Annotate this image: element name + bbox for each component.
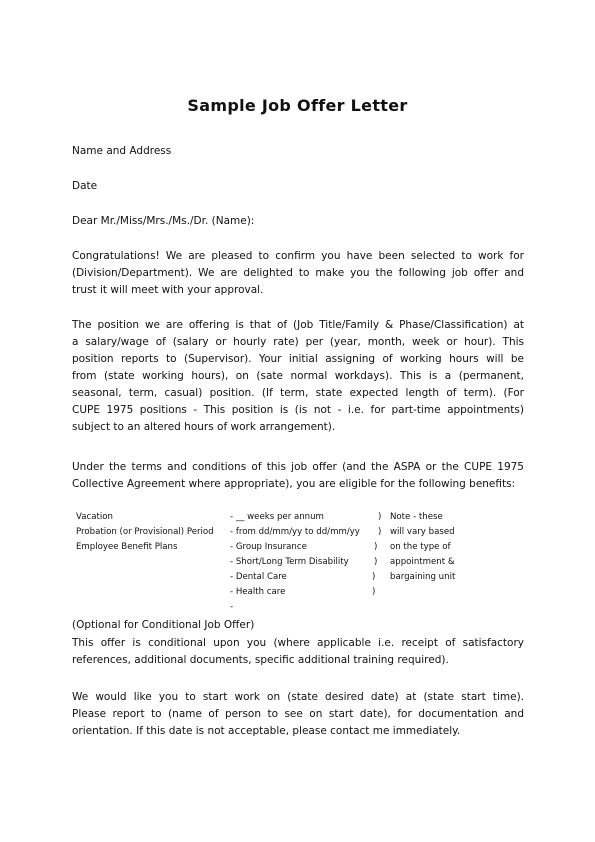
paragraph-line: Under the terms and conditions of this job offer (and the ASPA or the CUPE 1975: [72, 461, 524, 473]
paragraph-line: references, additional documents, specific additional training required).: [72, 654, 449, 666]
benefit-note: will vary based: [390, 527, 455, 537]
paragraph-line: from (state working hours), on (sate normal workdays). This is a (permanent,: [72, 370, 524, 382]
date-line: Date: [72, 180, 98, 192]
paragraph-position: [72, 317, 524, 436]
paragraph-line: trust it will meet with your approval.: [72, 284, 264, 296]
benefit-item: - Health care: [230, 587, 286, 597]
benefit-paren: ): [378, 527, 382, 537]
benefit-item: - Group Insurance: [230, 542, 307, 552]
paragraph-line: We would like you to start work on (state desired date) at (state start time).: [72, 691, 524, 703]
paragraph-conditional: [72, 635, 524, 669]
paragraph-line: Please report to (name of person to see on start date), for documentation and: [72, 708, 524, 720]
benefit-note: bargaining unit: [390, 572, 456, 582]
benefit-item: - from dd/mm/yy to dd/mm/yy: [230, 527, 360, 537]
benefit-paren: ): [372, 587, 376, 597]
document-title: Sample Job Offer Letter: [187, 96, 408, 115]
paragraph-line: orientation. If this date is not acceptable, please contact me immediately.: [72, 725, 461, 737]
paragraph-line: Collective Agreement where appropriate), you are eligible for the following benefits:: [72, 478, 516, 490]
paragraph-congratulations: [72, 248, 524, 299]
benefit-label: Vacation: [76, 512, 113, 522]
benefit-paren: ): [374, 542, 378, 552]
benefit-paren: ): [378, 512, 382, 522]
benefit-item: - __ weeks per annum: [230, 512, 324, 522]
salutation: Dear Mr./Miss/Mrs./Ms./Dr. (Name):: [72, 215, 255, 227]
paragraph-start-work: [72, 689, 524, 740]
benefit-note: appointment &: [390, 557, 455, 567]
benefit-item: - Short/Long Term Disability: [230, 557, 349, 567]
paragraph-line: This offer is conditional upon you (where applicable i.e. receipt of satisfactory: [72, 637, 524, 649]
benefit-note: Note - these: [390, 512, 443, 522]
paragraph-line: a salary/wage of (salary or hourly rate) per (year, month, week or hour). This: [72, 336, 524, 348]
paragraph-line: (Division/Department). We are delighted to make you the following job offer and: [72, 267, 524, 279]
paragraph-line: CUPE 1975 positions - This position is (is not - i.e. for part-time appointments): [72, 404, 524, 416]
paragraph-line: The position we are offering is that of (Job Title/Family & Phase/Classification) at: [72, 319, 524, 331]
paragraph-line: position reports to (Supervisor). Your initial assigning of working hours will be: [72, 353, 524, 365]
paragraph-benefits-intro: [72, 459, 524, 493]
benefit-paren: ): [374, 557, 378, 567]
paragraph-line: seasonal, term, casual) position. (If term, state expected length of term). (For: [72, 387, 524, 399]
conditional-heading: (Optional for Conditional Job Offer): [72, 619, 255, 631]
benefit-label: Probation (or Provisional) Period: [76, 527, 214, 537]
paragraph-line: Congratulations! We are pleased to confirm you have been selected to work for: [72, 250, 524, 262]
benefit-note: on the type of: [390, 542, 451, 552]
name-and-address: Name and Address: [72, 145, 172, 157]
benefit-item: - Dental Care: [230, 572, 287, 582]
paragraph-line: subject to an altered hours of work arrangement).: [72, 421, 336, 433]
benefit-paren: ): [372, 572, 376, 582]
benefit-item: -: [230, 602, 234, 612]
benefit-label: Employee Benefit Plans: [76, 542, 178, 552]
